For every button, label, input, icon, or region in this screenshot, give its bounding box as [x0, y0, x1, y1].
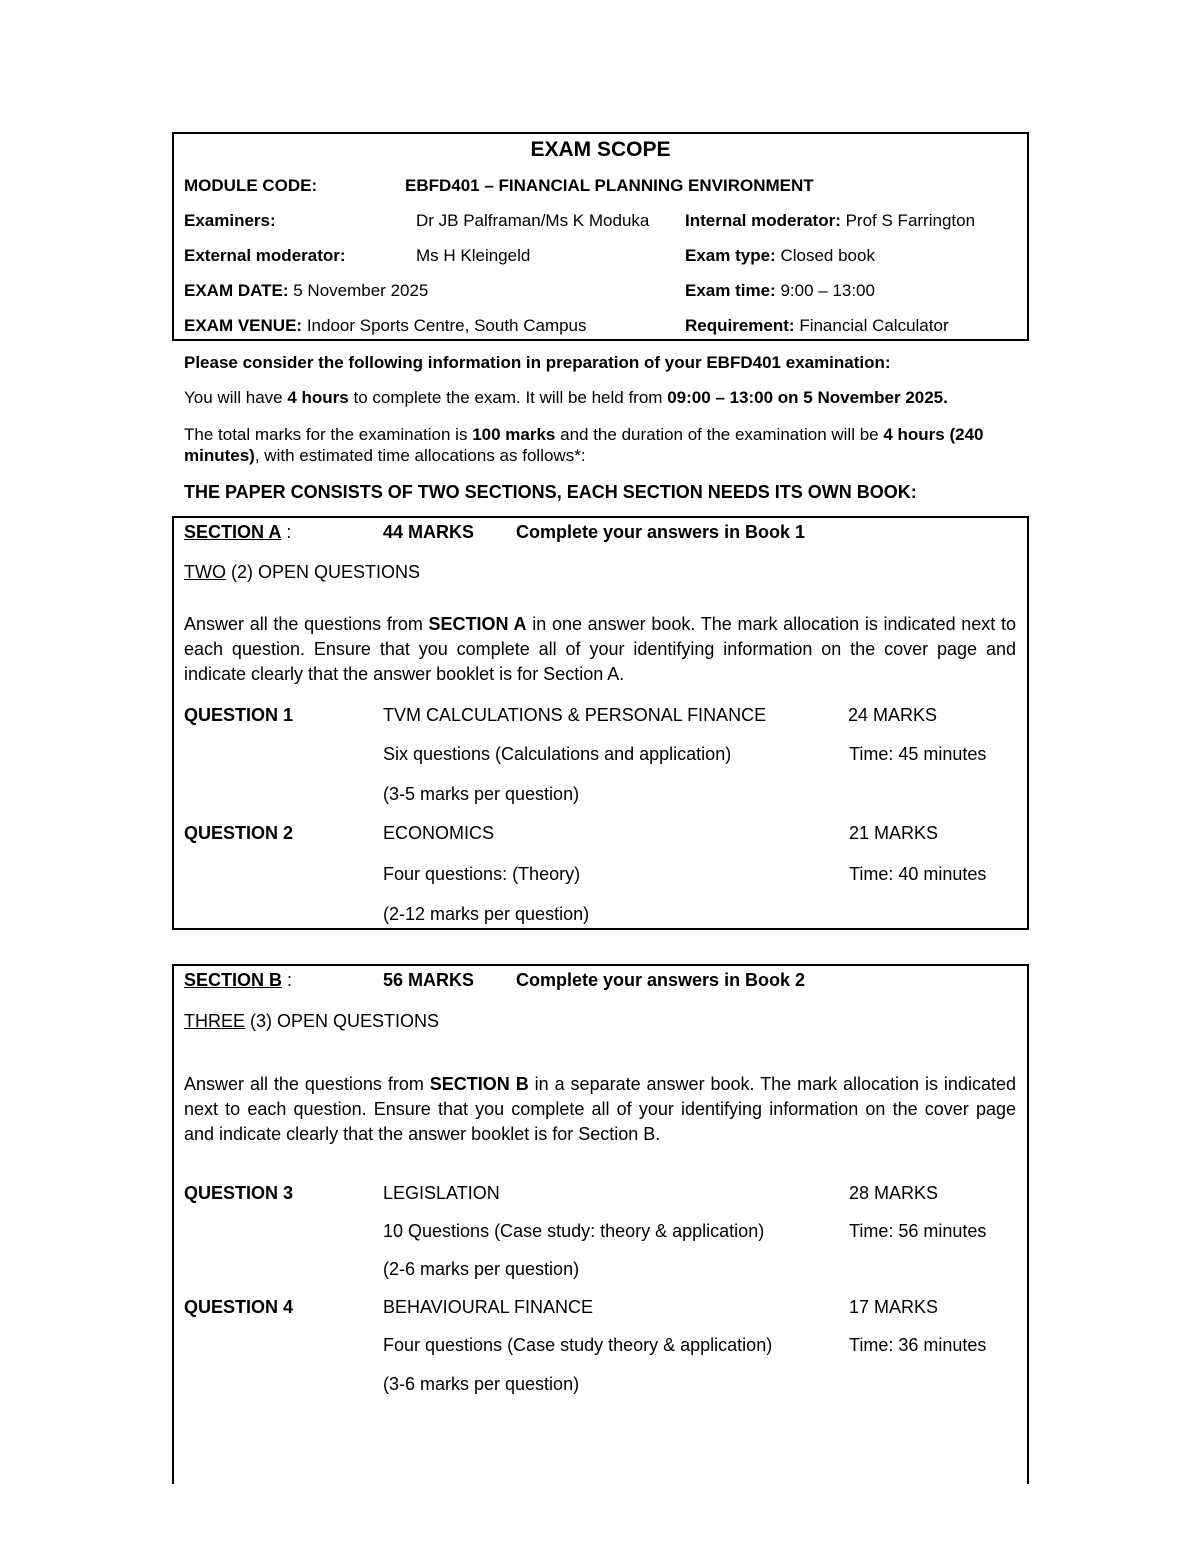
- exam-type-value: Closed book: [780, 246, 875, 265]
- section-a-instr-prefix: Answer all the questions from: [184, 614, 423, 634]
- section-b-header: [184, 970, 292, 990]
- section-a-instr-bold: SECTION A: [428, 614, 527, 634]
- marks-mid: and the duration of the examination will be: [560, 425, 879, 444]
- section-a-book: Complete your answers in Book 1: [516, 522, 806, 542]
- question-2-topic: ECONOMICS: [383, 823, 495, 843]
- question-2-marks: 21 MARKS: [849, 823, 939, 843]
- hours-bold: 4 hours: [287, 388, 349, 407]
- marks-suffix: , with estimated time allocations as follows*:: [254, 446, 586, 465]
- section-b-instr-prefix: Answer all the questions from: [184, 1074, 424, 1094]
- module-code-value: EBFD401 – FINANCIAL PLANNING ENVIRONMENT: [405, 176, 814, 195]
- question-2-time: Time: 40 minutes: [849, 864, 987, 884]
- exam-type-label: Exam type:: [685, 246, 776, 265]
- exam-time-value: 9:00 – 13:00: [780, 281, 875, 300]
- section-b-label: SECTION B: [184, 970, 283, 990]
- exam-venue-label: EXAM VENUE:: [184, 316, 303, 335]
- section-a-marks: 44 MARKS: [383, 522, 475, 542]
- marks-duration: 4 hours (240 minutes): [184, 425, 984, 465]
- section-b-marks: 56 MARKS: [383, 970, 475, 990]
- exam-date-label: EXAM DATE:: [184, 281, 289, 300]
- question-4-label: QUESTION 4: [184, 1297, 294, 1317]
- marks-prefix: The total marks for the examination is: [184, 425, 468, 444]
- exam-venue: [184, 316, 587, 336]
- question-4-topic: BEHAVIOURAL FINANCE: [383, 1297, 594, 1317]
- examiners-label: Examiners:: [184, 211, 276, 230]
- section-b-book: Complete your answers in Book 2: [516, 970, 806, 990]
- section-a-header: [184, 522, 291, 542]
- exam-venue-value: Indoor Sports Centre, South Campus: [306, 316, 587, 335]
- section-a-instructions: [184, 612, 1016, 687]
- question-1-label: QUESTION 1: [184, 705, 294, 725]
- requirement: [685, 316, 949, 336]
- question-4-marks: 17 MARKS: [849, 1297, 939, 1317]
- marks-bold: 100 marks: [472, 425, 556, 444]
- question-4-per: (3-6 marks per question): [383, 1374, 580, 1394]
- info-heading: Please consider the following information in preparation of your EBFD401 examination:: [184, 353, 891, 372]
- question-4-detail: Four questions (Case study theory & application): [383, 1335, 773, 1355]
- info-hours: [184, 388, 948, 408]
- exam-date: [184, 281, 428, 301]
- section-a-instr-rest: in one answer book. The mark allocation is indicated next to each question. Ensure that you complete all of your identifying information on the cover page and indicate clearly that the answer booklet is for Section A.: [184, 614, 1016, 684]
- internal-moderator-value: Prof S Farrington: [845, 211, 976, 230]
- external-moderator-label: External moderator:: [184, 246, 346, 265]
- exam-time: [685, 281, 875, 301]
- exam-type: [685, 246, 875, 266]
- question-2-detail: Four questions: (Theory): [383, 864, 581, 884]
- external-moderator-value: Ms H Kleingeld: [416, 246, 531, 265]
- section-b-instr-bold: SECTION B: [429, 1074, 529, 1094]
- question-3-label: QUESTION 3: [184, 1183, 294, 1203]
- hours-prefix: You will have: [184, 388, 283, 407]
- section-b-count-rest: (3) OPEN QUESTIONS: [250, 1011, 440, 1031]
- requirement-label: Requirement:: [685, 316, 795, 335]
- section-a-count-word: TWO: [184, 562, 226, 582]
- question-3-marks: 28 MARKS: [849, 1183, 939, 1203]
- requirement-value: Financial Calculator: [799, 316, 949, 335]
- section-a-count: [184, 562, 420, 582]
- examiners-value: Dr JB Palframan/Ms K Moduka: [416, 211, 650, 230]
- section-b-instr-rest: in a separate answer book. The mark allocation is indicated next to each question. Ensure that you complete all of your identifying information on the cover page and indicate clearly that the answer booklet is for Section B.: [184, 1074, 1016, 1144]
- question-1-topic: TVM CALCULATIONS & PERSONAL FINANCE: [383, 705, 767, 725]
- question-1-marks: 24 MARKS: [848, 705, 938, 725]
- question-4-time: Time: 36 minutes: [849, 1335, 987, 1355]
- section-a-label: SECTION A: [184, 522, 282, 542]
- exam-date-value: 5 November 2025: [293, 281, 429, 300]
- question-1-detail: Six questions (Calculations and application): [383, 744, 732, 764]
- internal-moderator-label: Internal moderator:: [685, 211, 841, 230]
- exam-time-label: Exam time:: [685, 281, 776, 300]
- module-code-label: MODULE CODE:: [184, 176, 318, 195]
- question-3-detail: 10 Questions (Case study: theory & application): [383, 1221, 765, 1241]
- question-1-per: (3-5 marks per question): [383, 784, 580, 804]
- section-a-colon: :: [286, 522, 292, 542]
- question-3-time: Time: 56 minutes: [849, 1221, 987, 1241]
- question-3-per: (2-6 marks per question): [383, 1259, 580, 1279]
- question-3-topic: LEGISLATION: [383, 1183, 500, 1203]
- internal-moderator: [685, 211, 975, 231]
- section-b-count: [184, 1011, 439, 1031]
- section-b-colon: :: [287, 970, 293, 990]
- question-2-label: QUESTION 2: [184, 823, 294, 843]
- hours-mid: to complete the exam. It will be held from: [353, 388, 663, 407]
- section-a-count-rest: (2) OPEN QUESTIONS: [231, 562, 421, 582]
- question-1-time: Time: 45 minutes: [849, 744, 987, 764]
- section-b-count-word: THREE: [184, 1011, 246, 1031]
- exam-scope-title: EXAM SCOPE: [530, 138, 671, 161]
- exam-scope-box: [172, 132, 1029, 341]
- info-marks: [184, 424, 1014, 466]
- hours-when: 09:00 – 13:00 on 5 November 2025.: [667, 388, 948, 407]
- section-b-instructions: [184, 1072, 1016, 1147]
- sections-heading: THE PAPER CONSISTS OF TWO SECTIONS, EACH SECTION NEEDS ITS OWN BOOK:: [184, 482, 917, 502]
- question-2-per: (2-12 marks per question): [383, 904, 590, 924]
